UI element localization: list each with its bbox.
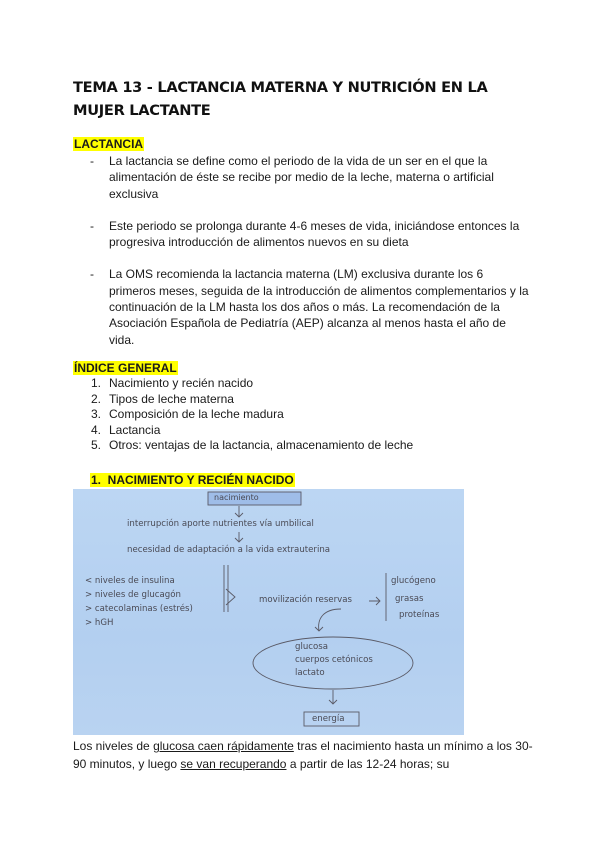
item-number: 4. <box>90 422 101 437</box>
bullet-dash: - <box>90 267 94 282</box>
list-item <box>73 266 533 347</box>
text-run: Los niveles de <box>73 739 154 753</box>
list-item <box>73 392 413 408</box>
list-item <box>73 153 533 202</box>
bullet-text: La lactancia se define como el periodo de la vida de un ser en el que la alimentación de éste se recibe por medio de la leche, materna o artificial exclusiva <box>109 154 494 201</box>
section-heading-indice <box>73 360 178 376</box>
curved-arrow <box>315 609 341 631</box>
fig-step2: necesidad de adaptación a la vida extrauterina <box>127 545 331 555</box>
highlighted-heading: LACTANCIA <box>74 137 144 151</box>
item-number: 3. <box>90 407 101 422</box>
underlined-text: glucosa caen rápidamente <box>153 739 294 753</box>
item-number: 1. <box>90 376 101 390</box>
index-list <box>73 376 413 454</box>
highlighted-heading: 1. NACIMIENTO Y RECIÉN NACIDO <box>91 473 294 487</box>
fig-right-1: glucógeno <box>391 576 436 586</box>
fig-bottom-box-label: energía <box>312 714 345 724</box>
right-arrow <box>369 597 380 605</box>
page-title: TEMA 13 - LACTANCIA MATERNA Y NUTRICIÓN EN LA MUJER LACTANTE <box>73 79 488 119</box>
section-heading-nacimiento <box>90 472 295 488</box>
fig-left-2: > niveles de glucagón <box>85 590 181 600</box>
list-item <box>73 376 413 392</box>
fig-top-box-label: nacimiento <box>214 493 259 502</box>
list-item <box>73 423 413 439</box>
left-arrow <box>226 589 235 605</box>
bullet-dash: - <box>90 154 94 168</box>
underlined-text: se van recuperando <box>180 756 287 771</box>
section-heading-lactancia <box>73 136 144 152</box>
fig-right-2: grasas <box>395 594 424 604</box>
item-number: 5. <box>90 438 101 453</box>
bullet-text: Este periodo se prolonga durante 4-6 meses de vida, iniciándose entonces la progresiva introducción de alimentos nuevos en su dieta <box>109 218 520 250</box>
arrow-down <box>235 506 243 517</box>
fig-oval-3: lactato <box>295 668 325 678</box>
list-item <box>73 218 533 251</box>
paragraph-glucose <box>73 738 533 773</box>
fig-left-1: < niveles de insulina <box>85 576 175 586</box>
item-text: Otros: ventajas de la lactancia, almacenamiento de leche <box>109 438 414 453</box>
text-run: a partir de las 12-24 horas; su <box>286 756 450 771</box>
fig-oval-2: cuerpos cetónicos <box>295 655 373 665</box>
list-item <box>73 407 413 423</box>
item-text: Tipos de leche materna <box>109 391 234 406</box>
arrow-down <box>329 690 337 704</box>
list-item <box>73 438 413 454</box>
highlighted-heading: ÍNDICE GENERAL <box>74 361 177 375</box>
bullet-dash: - <box>90 218 94 233</box>
lactancia-bullet-list <box>73 153 533 348</box>
bullet-text: La OMS recomienda la lactancia materna (LM) exclusiva durante los 6 primeros meses, seguida de la introducción de alimentos complementarios y la continuación de la LM hasta los dos años o más. La recomendación de la Asociación Española de Pediatría (AEP) alcanza al menos hasta el año de vida. <box>109 267 529 347</box>
fig-left-4: > hGH <box>85 618 114 628</box>
fig-left-3: > catecolaminas (estrés) <box>85 604 193 614</box>
item-text: Lactancia <box>109 422 161 437</box>
item-number: 2. <box>90 391 101 406</box>
item-text: Nacimiento y recién nacido <box>109 376 254 390</box>
fig-oval-1: glucosa <box>295 642 329 652</box>
slide-photo-figure <box>73 489 464 735</box>
text-run: tras el nacimiento hasta un mínimo a los 30-90 minutos, y luego <box>73 739 533 771</box>
item-text: Composición de la leche madura <box>109 407 284 422</box>
fig-right-3: proteínas <box>399 610 440 620</box>
fig-middle: movilización reservas <box>259 595 352 605</box>
fig-step1: interrupción aporte nutrientes vía umbilical <box>127 519 314 529</box>
arrow-down <box>235 532 243 542</box>
